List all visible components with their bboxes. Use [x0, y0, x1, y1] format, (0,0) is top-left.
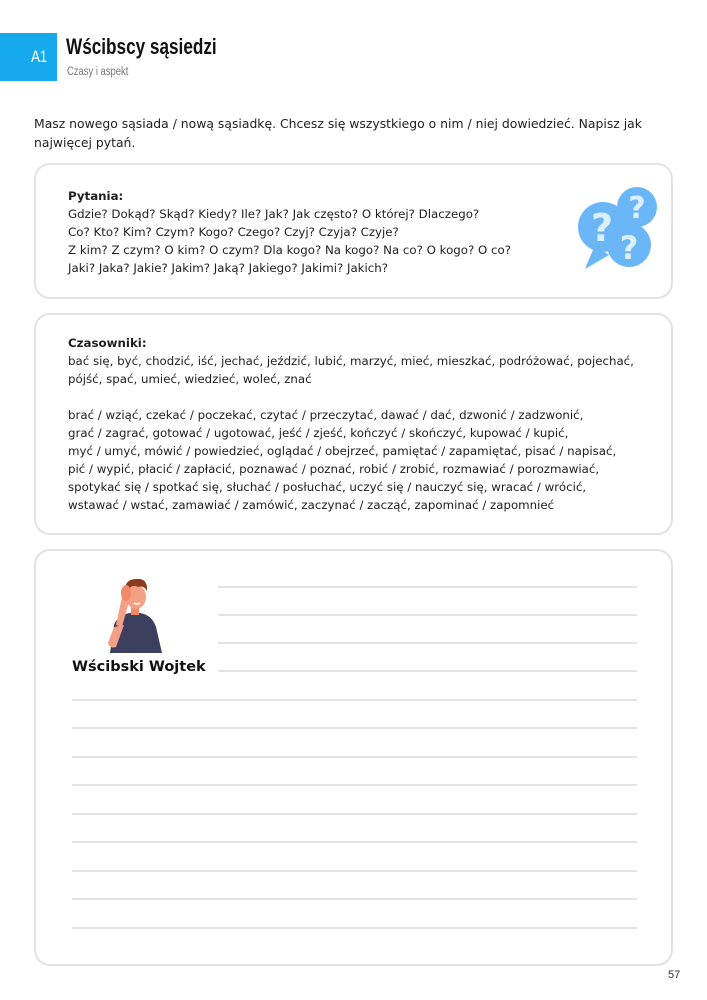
- writing-line[interactable]: [72, 841, 637, 843]
- writing-line[interactable]: [72, 784, 637, 786]
- verbs-pair-line: pić / wypić, płacić / zapłacić, poznawać / poznać, robić / zrobić, rozmawiać / porozmawiać,: [68, 462, 600, 476]
- verbs-line: pójść, spać, umieć, wiedzieć, woleć, znać: [68, 372, 312, 386]
- writing-line[interactable]: [72, 813, 637, 815]
- page-title: Wścibscy sąsiedzi: [66, 34, 217, 59]
- level-label: A1: [31, 47, 47, 66]
- questions-heading: Pytania:: [68, 189, 124, 203]
- writing-line[interactable]: [72, 727, 637, 729]
- writing-line[interactable]: [218, 614, 637, 616]
- verbs-pair-line: spotykać się / spotkać się, słuchać / posłuchać, uczyć się / nauczyć się, wracać / wrócić,: [68, 480, 587, 494]
- questions-box: [34, 163, 673, 299]
- verbs-heading: Czasowniki:: [68, 336, 147, 350]
- writing-line[interactable]: [72, 756, 637, 758]
- page-number: 57: [668, 969, 681, 981]
- writing-box: [34, 549, 673, 966]
- verbs-pair-line: myć / umyć, mówić / powiedzieć, oglądać / obejrzeć, pamiętać / zapamiętać, pisać / napisać,: [68, 444, 617, 458]
- character-name: Wścibski Wojtek: [72, 659, 206, 675]
- writing-line[interactable]: [72, 927, 637, 929]
- question-marks-icon: [577, 183, 659, 279]
- svg-text:?: ?: [619, 229, 639, 267]
- spacer: [68, 388, 634, 406]
- questions-line: Z kim? Z czym? O kim? O czym? Dla kogo? Na kogo? Na co? O kogo? O co?: [68, 243, 512, 257]
- level-badge: [0, 33, 57, 81]
- svg-text:?: ?: [628, 191, 646, 226]
- person-listening-icon: [96, 575, 168, 653]
- writing-line[interactable]: [72, 898, 637, 900]
- verbs-pair-line: grać / zagrać, gotować / ugotować, jeść / zjeść, kończyć / skończyć, kupować / kupić,: [68, 426, 569, 440]
- questions-line: Jaki? Jaka? Jakie? Jakim? Jaką? Jakiego? Jakimi? Jakich?: [68, 261, 389, 275]
- questions-text: [68, 187, 511, 277]
- questions-line: Co? Kto? Kim? Czym? Kogo? Czego? Czyj? Czyja? Czyje?: [68, 225, 399, 239]
- verbs-pair-line: wstawać / wstać, zamawiać / zamówić, zaczynać / zacząć, zapominać / zapomnieć: [68, 498, 555, 512]
- verbs-text: [68, 334, 634, 514]
- questions-line: Gdzie? Dokąd? Skąd? Kiedy? Ile? Jak? Jak często? O której? Dlaczego?: [68, 207, 480, 221]
- exercise-instruction: Masz nowego sąsiada / nową sąsiadkę. Chcesz się wszystkiego o nim / niej dowiedzieć. Napisz jak najwięcej pytań.: [34, 116, 642, 150]
- verbs-box: [34, 313, 673, 535]
- writing-line[interactable]: [218, 670, 637, 672]
- page-subtitle: Czasy i aspekt: [67, 66, 129, 78]
- writing-line[interactable]: [218, 586, 637, 588]
- writing-line[interactable]: [218, 642, 637, 644]
- svg-text:?: ?: [590, 206, 614, 250]
- verbs-line: bać się, być, chodzić, iść, jechać, jeździć, lubić, marzyć, mieć, mieszkać, podróżować, pojechać,: [68, 354, 634, 368]
- verbs-pair-line: brać / wziąć, czekać / poczekać, czytać / przeczytać, dawać / dać, dzwonić / zadzwonić,: [68, 408, 584, 422]
- writing-line[interactable]: [72, 699, 637, 701]
- writing-line[interactable]: [72, 870, 637, 872]
